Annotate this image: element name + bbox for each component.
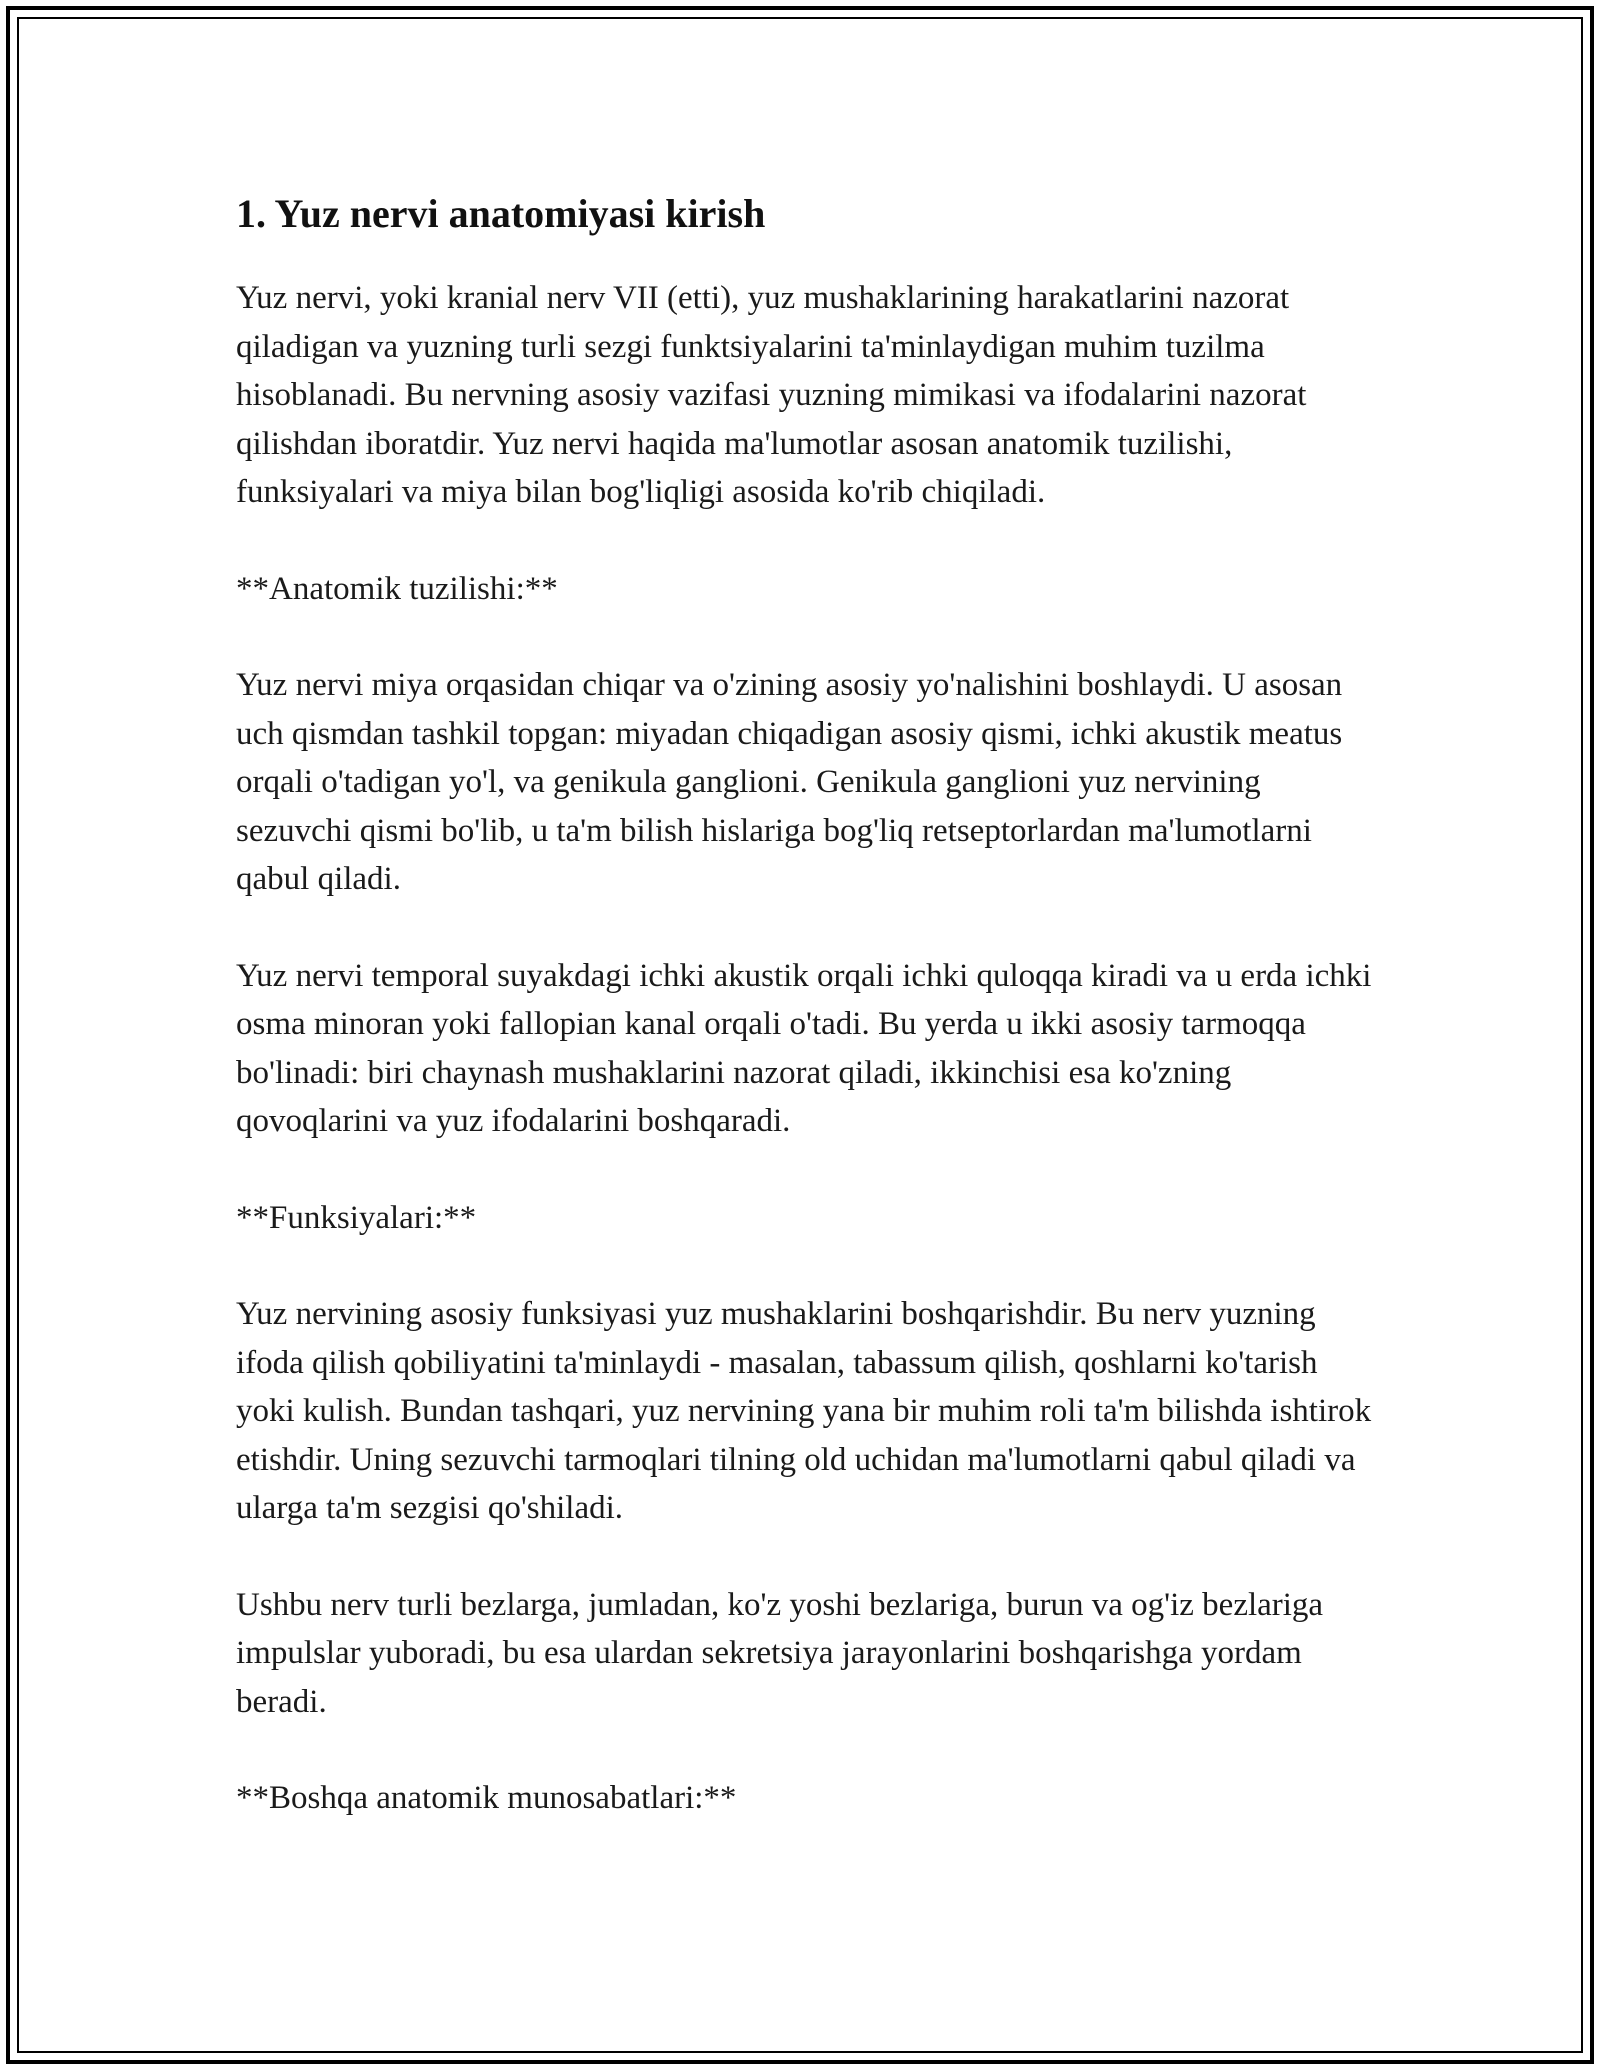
subheading-anatomy: **Anatomik tuzilishi:** bbox=[236, 570, 558, 607]
paragraph-anatomy-path: Yuz nervi temporal suyakdagi ichki akustik orqali ichki quloqqa kiradi va u erda ichki osma minoran yoki fallopian kanal orqali o'tadi. Bu yerda u ikki asosiy tarmoqqa bo'linadi: biri chaynash mushaklarini nazorat qiladi, ikkinchisi esa ko'zning qovoqlarini va yuz ifodalarini boshqaradi. bbox=[236, 957, 1372, 1139]
paragraph-functions-glands: Ushbu nerv turli bezlarga, jumladan, ko'z yoshi bezlariga, burun va og'iz bezlariga impulslar yuboradi, bu esa ulardan sekretsiya jarayonlarini boshqarishga yordam beradi. bbox=[236, 1586, 1324, 1720]
subheading-functions: **Funksiyalari:** bbox=[236, 1199, 477, 1236]
document-body bbox=[236, 188, 1376, 1871]
paragraph-intro: Yuz nervi, yoki kranial nerv VII (etti), yuz mushaklarining harakatlarini nazorat qiladigan va yuzning turli sezgi funktsiyalarini ta'minlaydigan muhim tuzilma hisoblanadi. Bu nervning asosiy vazifasi yuzning mimikasi va ifodalarini nazorat qilishdan iboratdir. Yuz nervi haqida ma'lumotlar asosan anatomik tuzilishi, funksiyalari va miya bilan bog'liqligi asosida ko'rib chiqiladi. bbox=[236, 280, 1307, 510]
paragraph-functions-main: Yuz nervining asosiy funksiyasi yuz mushaklarini boshqarishdir. Bu nerv yuzning ifoda qilish qobiliyatini ta'minlaydi - masalan, tabassum qilish, qoshlarni ko'tarish yoki kulish. Bundan tashqari, yuz nervining yana bir muhim roli ta'm bilishda ishtirok etishdir. Uning sezuvchi tarmoqlari tilning old uchidan ma'lumotlarni qabul qiladi va ularga ta'm sezgisi qo'shiladi. bbox=[236, 1296, 1372, 1526]
subheading-other-relations: **Boshqa anatomik munosabatlari:** bbox=[236, 1780, 737, 1816]
paragraph-anatomy-structure: Yuz nervi miya orqasidan chiqar va o'zining asosiy yo'nalishini boshlaydi. U asosan uch qismdan tashkil topgan: miyadan chiqadigan asosiy qismi, ichki akustik meatus orqali o'tadigan yo'l, va genikula ganglioni. Genikula ganglioni yuz nervining sezuvchi qismi bo'lib, u ta'm bilish hislariga bog'liq retseptorlardan ma'lumotlarni qabul qiladi. bbox=[236, 667, 1343, 897]
section-title: 1. Yuz nervi anatomiyasi kirish bbox=[236, 191, 766, 236]
